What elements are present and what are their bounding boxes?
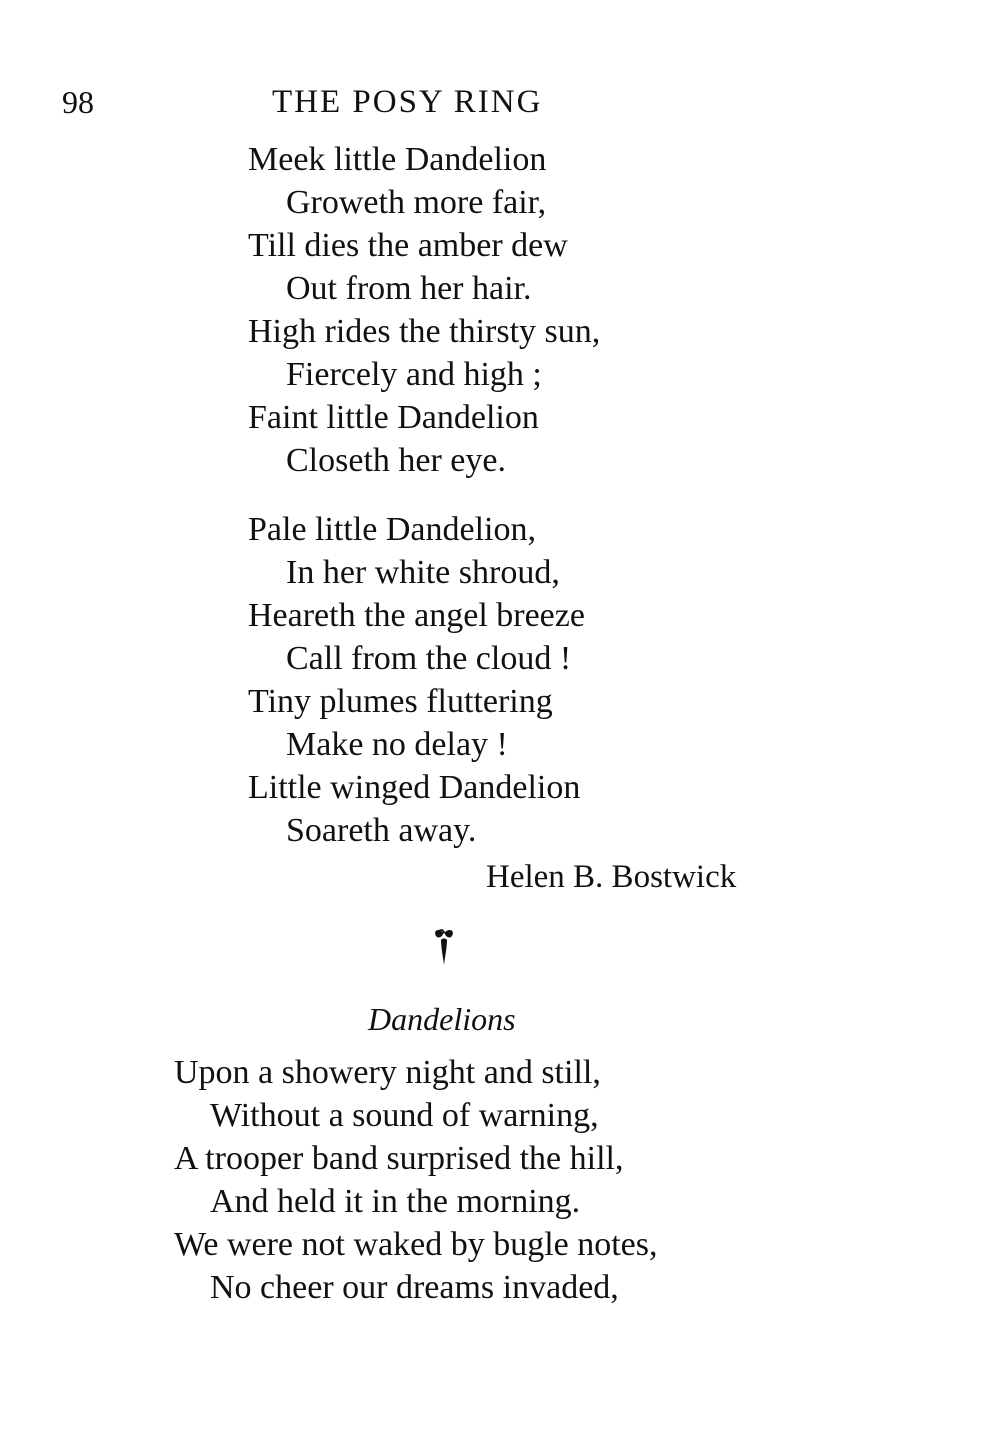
poem-line: And held it in the morning. [210, 1183, 581, 1220]
poem-line: Out from her hair. [286, 270, 532, 307]
running-head: THE POSY RING [272, 84, 543, 120]
poem-line: No cheer our dreams invaded, [210, 1269, 619, 1306]
poem-line: Soareth away. [286, 812, 477, 849]
poem-line: Call from the cloud ! [286, 640, 572, 677]
stanza [174, 1051, 658, 1309]
poem-line: Upon a showery night and still, [174, 1054, 601, 1091]
poem-line: Meek little Dandelion [248, 141, 547, 178]
poem-line: Make no delay ! [286, 726, 508, 763]
poem-line: We were not waked by bugle notes, [174, 1226, 658, 1263]
poem-line: Groweth more fair, [286, 184, 547, 221]
poem-line: Without a sound of warning, [210, 1097, 599, 1134]
stanza [248, 138, 600, 482]
poem-line: Little winged Dandelion [248, 769, 581, 806]
floral-ornament-icon [430, 925, 458, 967]
poem-line: Fiercely and high ; [286, 356, 542, 393]
page-number: 98 [62, 84, 94, 120]
stanza [248, 508, 585, 852]
poem-line: A trooper band surprised the hill, [174, 1140, 624, 1177]
poem-line: Closeth her eye. [286, 442, 506, 479]
poem-line: Faint little Dandelion [248, 399, 539, 436]
poem-line: Till dies the amber dew [248, 227, 568, 264]
poem-title: Dandelions [368, 1001, 516, 1037]
poem-line: In her white shroud, [286, 554, 560, 591]
poem-line: High rides the thirsty sun, [248, 313, 601, 350]
author-attribution: Helen B. Bostwick [486, 859, 737, 895]
poem-line: Tiny plumes fluttering [248, 683, 553, 720]
poem-line: Heareth the angel breeze [248, 597, 585, 634]
poem-line: Pale little Dandelion, [248, 511, 536, 548]
